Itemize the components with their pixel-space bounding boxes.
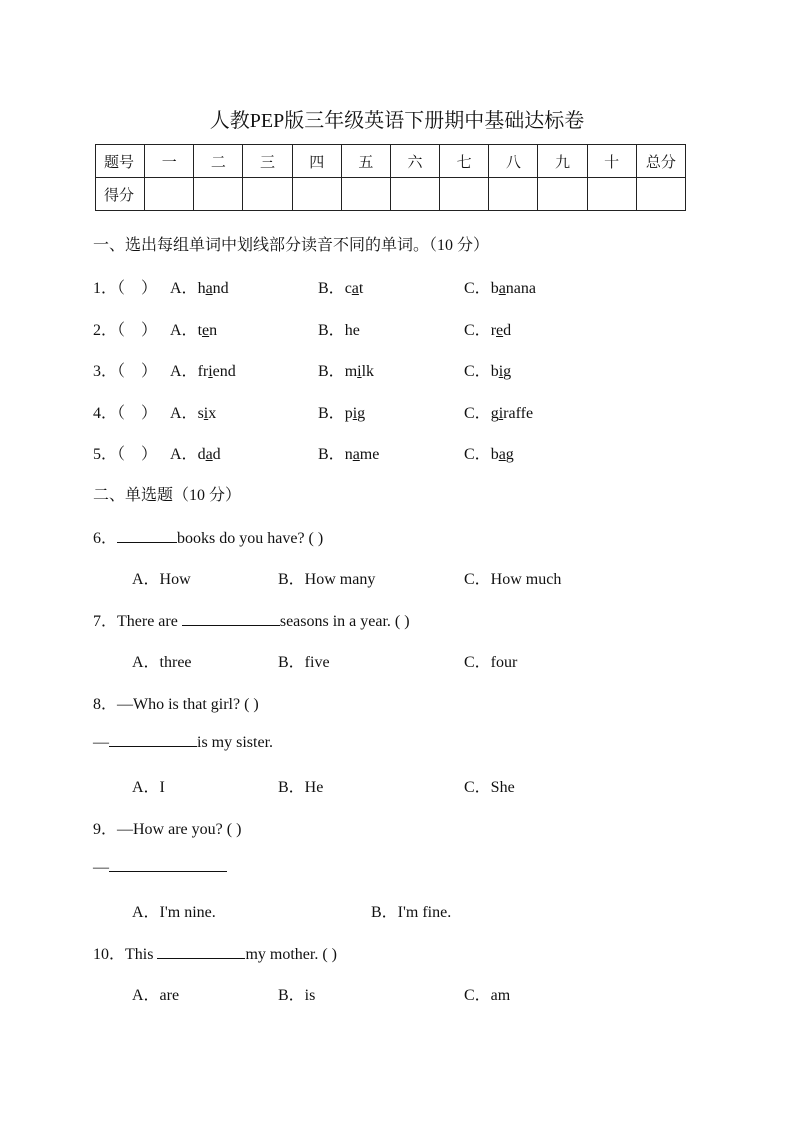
score-table-header-cell: 四 xyxy=(292,145,341,178)
question-3-option-b[interactable] xyxy=(318,358,374,381)
underlined-letter: a xyxy=(351,280,359,297)
score-cell[interactable] xyxy=(390,178,439,211)
score-table-header-row xyxy=(96,145,686,178)
question-number: 6． xyxy=(93,530,118,547)
score-table xyxy=(95,144,686,211)
question-10-option-c[interactable]: C．am xyxy=(464,987,511,1004)
score-table-header-cell: 七 xyxy=(440,145,489,178)
word-part: h xyxy=(197,280,206,297)
word-part: h xyxy=(344,322,353,339)
score-table-header-cell: 三 xyxy=(243,145,292,178)
question-6 xyxy=(93,525,323,548)
score-cell[interactable] xyxy=(243,178,292,211)
underlined-letter: i xyxy=(203,405,209,422)
underlined-letter: i xyxy=(357,363,362,380)
word-part: lk xyxy=(361,363,375,380)
question-7-option-c[interactable]: C．four xyxy=(464,654,518,671)
underlined-letter: e xyxy=(496,322,504,339)
word-part: b xyxy=(490,280,499,297)
option-label: A． xyxy=(170,322,198,339)
question-3-number: 3．（ ） xyxy=(93,363,158,380)
word-part: t xyxy=(197,322,203,339)
section-1-heading: 一、选出每组单词中划线部分读音不同的单词。（10 分） xyxy=(93,237,490,254)
question-10-option-a[interactable]: A．are xyxy=(132,987,180,1004)
word-part: r xyxy=(490,322,497,339)
question-text: my mother. ( ) xyxy=(245,946,337,963)
answer-blank[interactable] xyxy=(109,857,227,872)
word-part: d xyxy=(503,322,512,339)
question-5-number: 5．（ ） xyxy=(93,446,158,463)
underlined-letter: a xyxy=(498,446,506,463)
question-text: 10．This xyxy=(93,946,158,963)
underlined-letter: a xyxy=(352,446,360,463)
word-part: t xyxy=(358,280,364,297)
question-6-option-b[interactable]: B．How many xyxy=(278,571,376,588)
question-3-option-c[interactable] xyxy=(464,358,511,381)
page-title: 人教PEP版三年级英语下册期中基础达标卷 xyxy=(209,110,585,132)
question-10-option-b[interactable]: B．is xyxy=(278,987,316,1004)
score-table-header-cell: 一 xyxy=(145,145,194,178)
word-part: n xyxy=(344,446,353,463)
word-part: x xyxy=(208,405,217,422)
question-5-option-b[interactable] xyxy=(318,441,379,464)
score-table-header-cell: 八 xyxy=(489,145,538,178)
option-label: B． xyxy=(318,446,345,463)
question-8-response xyxy=(93,732,273,752)
question-9-option-b[interactable]: B．I'm fine. xyxy=(371,904,452,921)
score-cell[interactable] xyxy=(587,178,636,211)
word-part: n xyxy=(209,322,218,339)
score-cell[interactable] xyxy=(636,178,685,211)
question-7-option-b[interactable]: B．five xyxy=(278,654,330,671)
option-label: B． xyxy=(318,322,345,339)
answer-blank[interactable] xyxy=(182,611,280,626)
option-label: C． xyxy=(464,405,491,422)
word-part: b xyxy=(490,363,499,380)
word-part: b xyxy=(490,446,499,463)
answer-blank[interactable] xyxy=(117,528,177,543)
underlined-letter: a xyxy=(498,280,506,297)
question-2-option-c[interactable] xyxy=(464,317,511,340)
question-4-option-a[interactable] xyxy=(170,400,216,423)
score-table-header-cell: 二 xyxy=(194,145,243,178)
word-part: m xyxy=(344,363,358,380)
word-part: fr xyxy=(197,363,209,380)
question-7 xyxy=(93,608,410,631)
score-cell[interactable] xyxy=(440,178,489,211)
option-label: A． xyxy=(170,405,198,422)
question-1-option-c[interactable] xyxy=(464,275,536,298)
question-9: 9．—How are you? ( ) xyxy=(93,821,242,838)
question-4-option-c[interactable] xyxy=(464,400,533,423)
question-9-option-a[interactable]: A．I'm nine. xyxy=(132,904,216,921)
question-5-option-c[interactable] xyxy=(464,441,514,464)
question-8-option-c[interactable]: C．She xyxy=(464,779,515,796)
answer-blank[interactable] xyxy=(157,944,245,959)
question-6-option-c[interactable]: C．How much xyxy=(464,571,562,588)
question-8-option-b[interactable]: B．He xyxy=(278,779,324,796)
score-cell[interactable] xyxy=(538,178,587,211)
word-part: p xyxy=(344,405,353,422)
question-10 xyxy=(93,941,337,964)
word-part: c xyxy=(344,280,352,297)
word-part: me xyxy=(359,446,380,463)
question-4-number: 4．（ ） xyxy=(93,405,158,422)
dash: — xyxy=(93,734,109,751)
question-8: 8．—Who is that girl? ( ) xyxy=(93,696,259,713)
word-part: end xyxy=(212,363,236,380)
underlined-letter: a xyxy=(205,446,213,463)
question-1-number: 1．（ ） xyxy=(93,280,158,297)
score-cell[interactable] xyxy=(145,178,194,211)
word-part: nana xyxy=(505,280,536,297)
score-table-header-cell: 九 xyxy=(538,145,587,178)
score-table-header-cell: 五 xyxy=(341,145,390,178)
question-8-option-a[interactable]: A．I xyxy=(132,779,165,796)
underlined-letter: i xyxy=(498,363,504,380)
word-part: g xyxy=(503,363,512,380)
dash: — xyxy=(93,859,109,876)
option-label: B． xyxy=(318,280,345,297)
score-table-header-cell: 总分 xyxy=(636,145,685,178)
question-1-option-b[interactable] xyxy=(318,275,363,298)
question-4-option-b[interactable] xyxy=(318,400,365,423)
underlined-letter: i xyxy=(208,363,213,380)
underlined-letter: i xyxy=(498,405,504,422)
score-cell[interactable] xyxy=(194,178,243,211)
score-table-header-cell: 题号 xyxy=(96,145,145,178)
word-part: nd xyxy=(212,280,229,297)
question-3-option-a[interactable] xyxy=(170,358,236,381)
answer-blank[interactable] xyxy=(109,732,197,747)
question-7-option-a[interactable]: A．three xyxy=(132,654,192,671)
word-part: d xyxy=(197,446,206,463)
question-text: is my sister. xyxy=(197,734,274,751)
score-table-score-row xyxy=(96,178,686,211)
word-part: e xyxy=(352,322,360,339)
question-6-option-a[interactable]: A．How xyxy=(132,571,191,588)
underlined-letter: a xyxy=(205,280,213,297)
question-1-option-a[interactable] xyxy=(170,275,229,298)
question-text: books do you have? ( ) xyxy=(177,530,324,547)
option-label: C． xyxy=(464,280,491,297)
word-part: g xyxy=(357,405,366,422)
score-row-label: 得分 xyxy=(96,178,145,211)
question-9-response xyxy=(93,857,227,877)
option-label: A． xyxy=(170,446,198,463)
score-table-header-cell: 六 xyxy=(390,145,439,178)
question-text: seasons in a year. ( ) xyxy=(279,613,410,630)
option-label: C． xyxy=(464,446,491,463)
question-2-option-a[interactable] xyxy=(170,317,217,340)
question-text: 7．There are xyxy=(93,613,182,630)
word-part: g xyxy=(490,405,499,422)
section-2-heading: 二、单选题（10 分） xyxy=(93,487,242,504)
option-label: B． xyxy=(318,363,345,380)
question-2-number: 2．（ ） xyxy=(93,322,158,339)
word-part: g xyxy=(505,446,514,463)
score-table-header-cell: 十 xyxy=(587,145,636,178)
underlined-letter: i xyxy=(352,405,358,422)
option-label: A． xyxy=(170,363,198,380)
option-label: B． xyxy=(318,405,345,422)
question-5-option-a[interactable] xyxy=(170,441,221,464)
underlined-letter: e xyxy=(202,322,210,339)
word-part: d xyxy=(212,446,221,463)
score-cell[interactable] xyxy=(489,178,538,211)
question-2-option-b[interactable] xyxy=(318,317,360,340)
word-part: raffe xyxy=(503,405,534,422)
score-cell[interactable] xyxy=(341,178,390,211)
word-part: s xyxy=(197,405,204,422)
option-label: A． xyxy=(170,280,198,297)
option-label: C． xyxy=(464,322,491,339)
score-cell[interactable] xyxy=(292,178,341,211)
option-label: C． xyxy=(464,363,491,380)
